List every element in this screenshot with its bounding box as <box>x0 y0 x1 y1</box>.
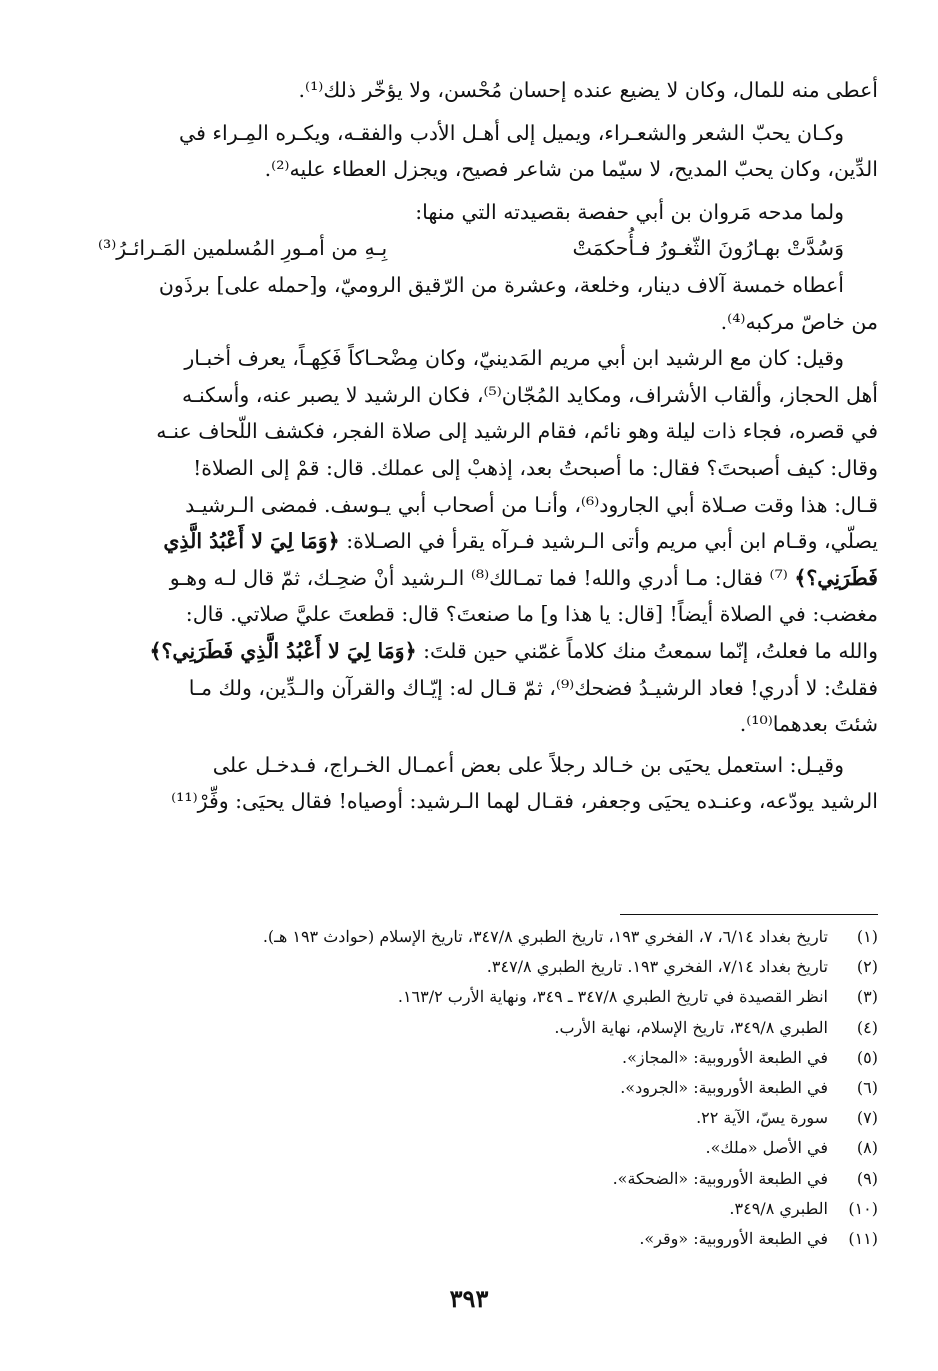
paragraph-text: والله ما فعلتُ، إنّما سمعتُ منك كلاماً غمّني حين قلتَ: <box>423 638 878 663</box>
page-number: ٣٩٣ <box>449 1284 489 1313</box>
footnote-number: (٦) <box>856 1078 878 1098</box>
footnote <box>58 952 878 982</box>
footnote-text: انظر القصيدة في تاريخ الطبري ٣٤٧/٨ ـ ٣٤٩، ونهاية الأرب ١٦٣/٢. <box>397 987 828 1007</box>
footnote-text: تاريخ بغداد ٧/١٤، الفخري ١٩٣. تاريخ الطبري ٣٤٧/٨. <box>486 957 828 977</box>
paragraph-line: وقال: كيف أصبحتَ؟ فقال: ما أصبحتُ بعد، إذهبْ إلى عملك. قال: قمْ إلى الصلاة! <box>193 455 878 480</box>
paragraph-line: أهل الحجاز، وألقاب الأشراف، ومكايد المُجّان⁽⁵⁾، فكان الرشيد لا يصبر عنه، وأسكنـه <box>181 382 878 407</box>
footnote-divider <box>620 914 878 915</box>
footnote-number: (٤) <box>856 1017 878 1037</box>
paragraph-line: الرشيد يودّعه، وعنـده يحيَى وجعفر، فقـال لهما الـرشيد: أوصياه! فقال يحيَى: وفِّرْ⁽¹¹⁾ <box>171 789 878 814</box>
footnote-text: في الطبعة الأوروبية: «وقر». <box>639 1229 828 1249</box>
paragraph-line: فقلتُ: لا أدري! فعاد الرشيـدُ فضحك⁽⁹⁾، ثمّ قـال له: إيّـاك والقرآن والـدِّين، ولك مـا <box>188 675 878 700</box>
footnote-number: (٧) <box>856 1108 878 1128</box>
verse-first-hemistich: وَسُدَّتْ بهـارُونَ الثّغـورُ فـأُحكمَتْ <box>572 236 844 261</box>
footnote-text: في الطبعة الأوروبية: «الضحكة». <box>612 1168 828 1188</box>
footnote-text: سورة يسّ، الآية ٢٢. <box>696 1108 828 1128</box>
footnote <box>58 1224 878 1254</box>
footnote-number: (٢) <box>856 957 878 977</box>
quran-verse: ﴿وَمَا لِيَ لا أَعْبُدُ الَّذِي فَطَرَنِي؟﴾ <box>149 638 417 663</box>
paragraph-line: وقيـل: استعمل يحيَى بن خـالد رجلاً على بعض أعمـال الخـراج، فـدخـل على <box>212 752 844 777</box>
paragraph-line: الدِّين، وكان يحبّ المديح، لا سيّما من شاعر فصيح، ويجزل العطاء عليه⁽²⁾. <box>264 157 878 182</box>
paragraph-line <box>78 523 878 560</box>
footnote <box>58 922 878 952</box>
paragraph-text: يصلّي، وقـام ابن أبي مريم وأتى الـرشيد فـرآه يقرأ في الصـلاة: <box>346 529 878 554</box>
paragraph-line <box>78 633 878 670</box>
paragraph-line: من خاصّ مركبه⁽⁴⁾. <box>720 309 878 334</box>
paragraph-line: وكـان يحبّ الشعر والشعـراء، ويميل إلى أهـل الأدب والفقـه، ويكـره المِـراء في <box>179 120 844 145</box>
footnote-number: (٣) <box>856 987 878 1007</box>
footnote-text: في الطبعة الأوروبية: «المجاز». <box>622 1047 828 1067</box>
poetry-verse <box>78 230 878 267</box>
paragraph-line <box>78 560 878 597</box>
footnote-text: الطبري ٣٤٩/٨، تاريخ الإسلام، نهاية الأرب. <box>554 1017 828 1037</box>
quran-verse: فَطَرَنِي؟﴾ <box>794 565 878 590</box>
verse-second-hemistich: بِـهِ من أمـورِ المُسلمين المَـرائـرُ⁽³⁾ <box>98 236 388 261</box>
footnote-number: (٥) <box>856 1047 878 1067</box>
footnote-number: (٩) <box>856 1168 878 1188</box>
verse-intro: ولما مدحه مَروان بن أبي حفصة بقصيدته التي منها: <box>415 199 844 224</box>
footnote-text: في الأصل «ملك». <box>705 1138 828 1158</box>
paragraph-line: أعطاه خمسة آلاف دينار، وخلعة، وعشرة من الرّقيق الروميّ، و[حمله على] برذَون <box>158 272 844 297</box>
paragraph-line: مغضب: في الصلاة أيضاً! [قال: يا هذا و] ما صنعتَ؟ قال: قطعتَ عليَّ صلاتي. قال: <box>185 602 878 627</box>
footnote-number: (١٠) <box>848 1198 878 1218</box>
main-text <box>78 72 878 820</box>
paragraph-line: وقيل: كان مع الرشيد ابن أبي مريم المَدينيّ، وكان مِضْحـاكاً فَكِهـاً، يعرف أخبـار <box>184 346 844 371</box>
footnote-number: (٨) <box>856 1138 878 1158</box>
footnote <box>58 1194 878 1224</box>
footnote <box>58 1013 878 1043</box>
footnote <box>58 1103 878 1133</box>
footnote-number: (١١) <box>848 1229 878 1249</box>
footnote-text: تاريخ بغداد ٦/١٤، ٧، الفخري ١٩٣، تاريخ الطبري ٣٤٧/٨، تاريخ الإسلام (حوادث ١٩٣ هـ). <box>262 927 828 946</box>
footnote-text: في الطبعة الأوروبية: «الجرود». <box>620 1078 828 1098</box>
paragraph-text: ⁽⁷⁾ فقال: مـا أدري والله! فما تمـالك⁽⁸⁾ الـرشيد أنْ ضحِـك، ثمّ قال لـه وهـو <box>169 565 788 590</box>
footnote-number: (١) <box>856 927 878 946</box>
quran-verse: ﴿وَمَا لِيَ لا أَعْبُدُ الَّذِي <box>163 529 340 554</box>
footnote <box>58 1073 878 1103</box>
footnote <box>58 1043 878 1073</box>
footnote <box>58 982 878 1012</box>
footnotes <box>58 922 878 1254</box>
footnote-text: الطبري ٣٤٩/٨. <box>729 1198 828 1218</box>
paragraph-line: قـال: هذا وقت صـلاة أبي الجارود⁽⁶⁾، وأنـا من أصحاب أبي يـوسف. فمضى الـرشيـد <box>185 492 878 517</box>
footnote <box>58 1164 878 1194</box>
paragraph-line: شئتَ بعدهما⁽¹⁰⁾. <box>739 712 878 737</box>
footnote <box>58 1133 878 1163</box>
text-line: أعطى منه للمال، وكان لا يضيع عنده إحسان مُحْسن، ولا يؤخّر ذلك⁽¹⁾. <box>298 78 878 102</box>
paragraph-line: في قصره، فجاء ذات ليلة وهو نائم، فقام الرشيد إلى صلاة الفجر، فكشف اللّحاف عنـه <box>156 419 878 444</box>
